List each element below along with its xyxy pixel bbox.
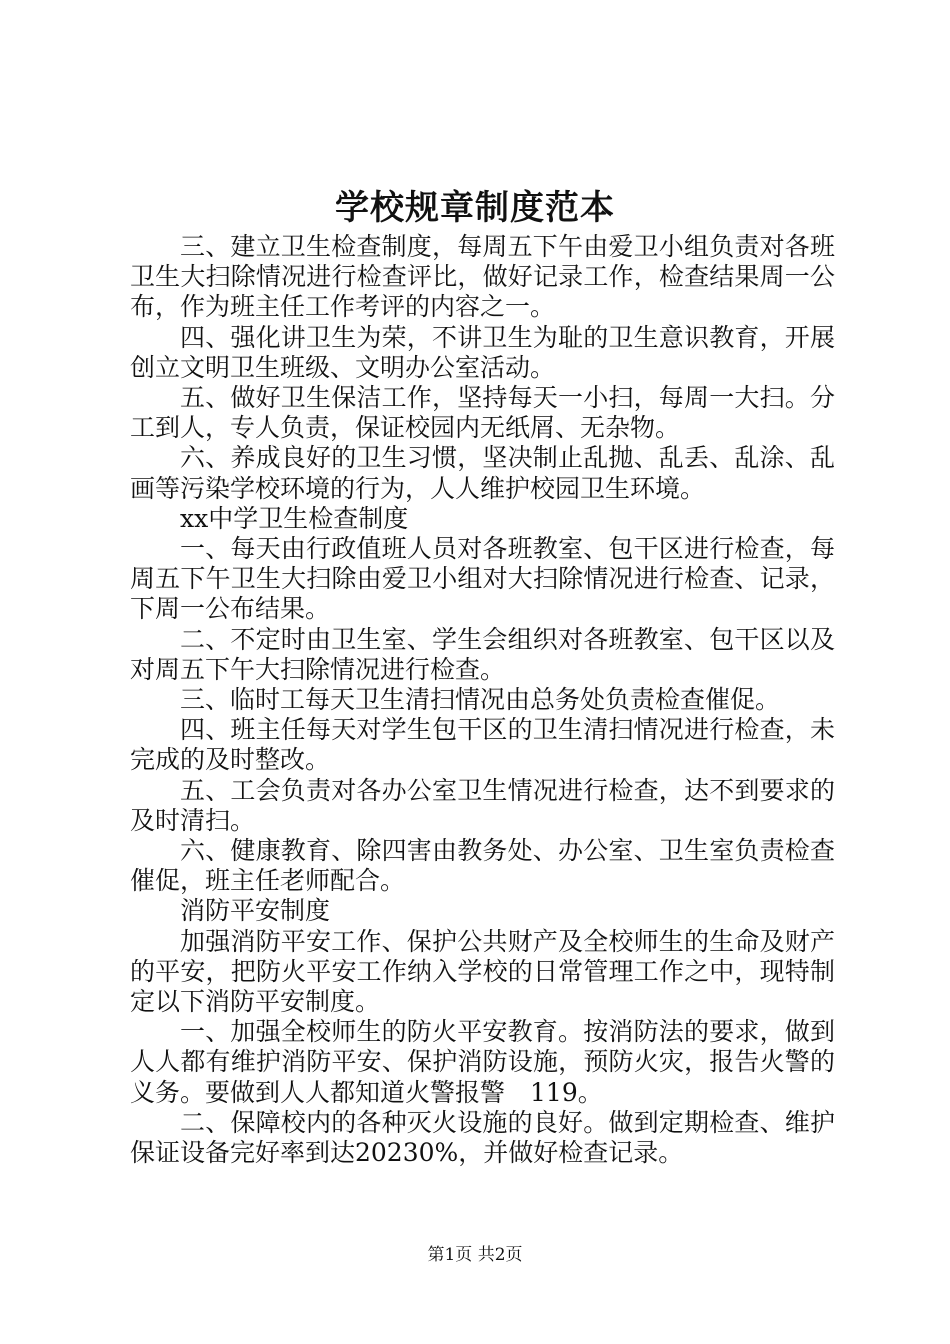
document-body xyxy=(130,232,835,1168)
paragraph: 四、班主任每天对学生包干区的卫生清扫情况进行检查，未完成的及时整改。 xyxy=(130,715,835,775)
section-heading: xx中学卫生检查制度 xyxy=(180,503,409,533)
paragraph: 加强消防平安工作、保护公共财产及全校师生的生命及财产的平安，把防火平安工作纳入学校的日常管理工作之中，现特制定以下消防平安制度。 xyxy=(130,926,835,1017)
paragraph: 六、健康教育、除四害由教务处、办公室、卫生室负责检查催促，班主任老师配合。 xyxy=(130,836,835,896)
paragraph: 五、做好卫生保洁工作，坚持每天一小扫，每周一大扫。分工到人，专人负责，保证校园内无纸屑、无杂物。 xyxy=(130,383,835,443)
paragraph: 五、工会负责对各办公室卫生情况进行检查，达不到要求的及时清扫。 xyxy=(130,775,835,835)
paragraph: 一、每天由行政值班人员对各班教室、包干区进行检查，每周五下午卫生大扫除由爱卫小组对大扫除情况进行检查、记录，下周一公布结果。 xyxy=(130,534,835,624)
document-title: 学校规章制度范本 xyxy=(335,188,615,228)
paragraph: 四、强化讲卫生为荣，不讲卫生为耻的卫生意识教育，开展创立文明卫生班级、文明办公室活动。 xyxy=(130,322,835,382)
paragraph: 一、加强全校师生的防火平安教育。按消防法的要求，做到人人都有维护消防平安、保护消防设施，预防火灾，报告火警的义务。要做到人人都知道火警报警 119。 xyxy=(130,1017,835,1107)
page-footer: 第1页 共2页 xyxy=(427,1245,523,1265)
section-heading: 消防平安制度 xyxy=(180,896,331,926)
paragraph: 三、建立卫生检查制度，每周五下午由爱卫小组负责对各班卫生大扫除情况进行检查评比，做好记录工作，检查结果周一公布，作为班主任工作考评的内容之一。 xyxy=(130,232,835,322)
paragraph: 三、临时工每天卫生清扫情况由总务处负责检查催促。 xyxy=(180,685,781,715)
paragraph: 六、养成良好的卫生习惯，坚决制止乱抛、乱丢、乱涂、乱画等污染学校环境的行为，人人维护校园卫生环境。 xyxy=(130,443,835,503)
paragraph: 二、不定时由卫生室、学生会组织对各班教室、包干区以及对周五下午大扫除情况进行检查。 xyxy=(130,624,835,684)
paragraph: 二、保障校内的各种灭火设施的良好。做到定期检查、维护保证设备完好率到达20230%，并做好检查记录。 xyxy=(130,1107,835,1168)
